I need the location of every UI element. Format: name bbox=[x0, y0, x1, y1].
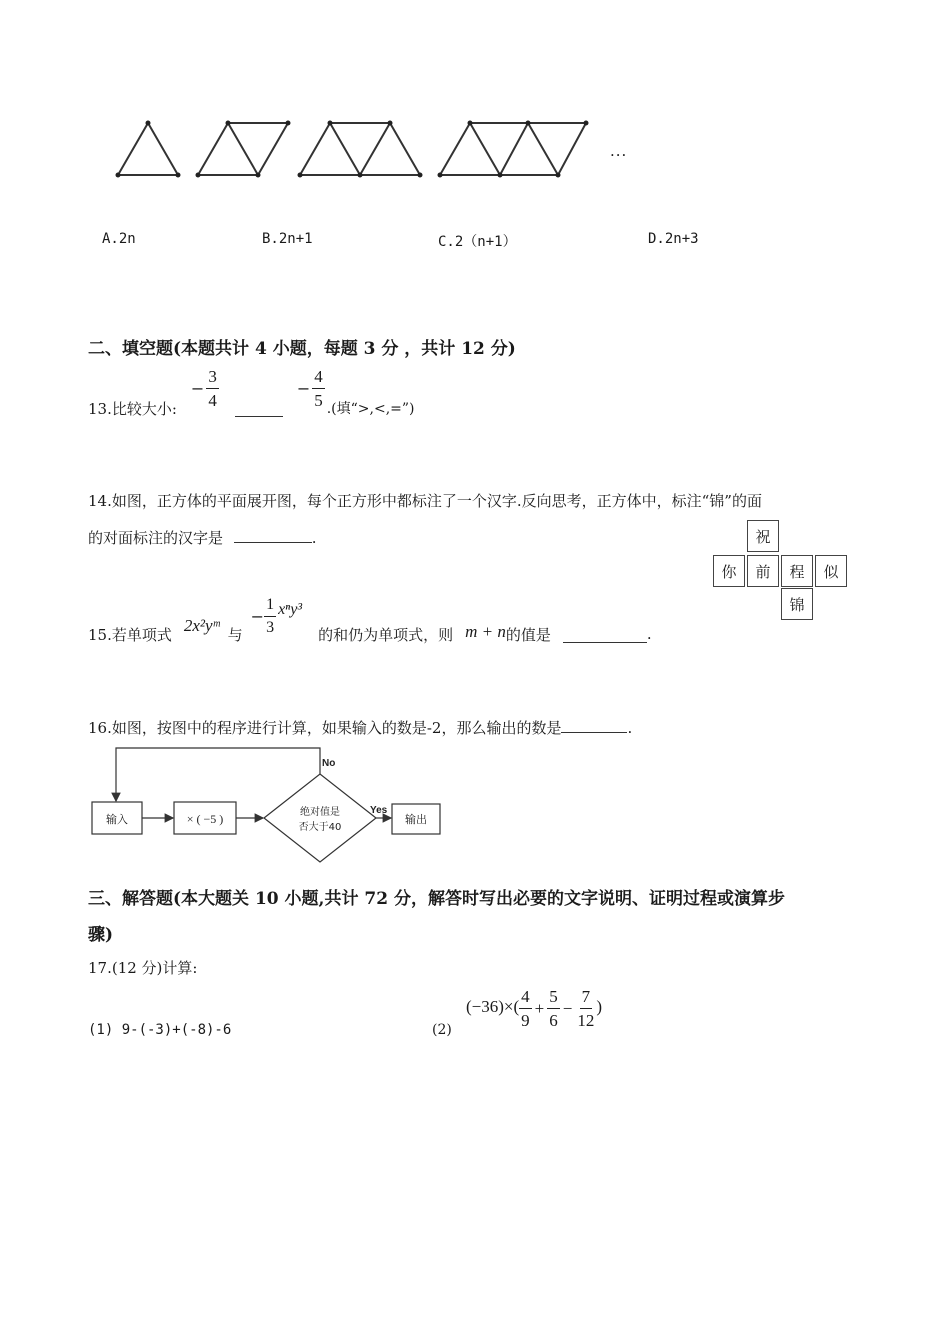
q14-line2: 的对面标注的汉字是 . bbox=[88, 526, 317, 548]
q17-title: 17.(12 分)计算: bbox=[88, 959, 198, 977]
program-flowchart bbox=[86, 744, 446, 866]
section2-heading: 二、填空题(本题共计 4 小题，每题 3 分 ，共计 12 分) bbox=[88, 339, 516, 359]
q15-expression: m + n bbox=[465, 622, 506, 641]
net-cell-row-1: 你 bbox=[713, 555, 745, 587]
flow-output-label: 输出 bbox=[405, 813, 427, 826]
triangle-figure-2 bbox=[198, 123, 288, 175]
option-a: A.2n bbox=[102, 231, 136, 247]
q16-answer-blank[interactable] bbox=[561, 716, 627, 733]
q14-line1: 14.如图，正方体的平面展开图，每个正方形中都标注了一个汉字.反向思考，正方体中，标注“锦”的面 bbox=[88, 492, 762, 510]
q17-fraction-3: $\frac{7}{12}$ bbox=[577, 987, 595, 1030]
option-d: D.2n+3 bbox=[648, 231, 699, 247]
flow-yes-label: Yes bbox=[370, 805, 388, 816]
option-b: B.2n+1 bbox=[262, 231, 313, 247]
flow-no-label: No bbox=[322, 758, 336, 769]
net-cell-top: 祝 bbox=[747, 520, 779, 552]
triangle-figure-3 bbox=[300, 123, 420, 175]
q17-fraction-1: $\frac{4}{9}$ bbox=[521, 987, 530, 1030]
option-c: C.2（n+1） bbox=[438, 234, 517, 250]
q13-fraction1: − $\frac{3}{4}$ bbox=[190, 366, 217, 410]
q17-part2-expression: (−36)×( $\frac{4}{9}$ + $\frac{5}{6}$ − $\frac{7}{12}$ ) bbox=[466, 987, 603, 1030]
net-cell-row-2: 前 bbox=[747, 555, 779, 587]
q13-answer-blank[interactable] bbox=[235, 400, 283, 417]
flow-condition-diamond bbox=[264, 774, 376, 862]
q15-monomial-1: 2x²yᵐ bbox=[183, 616, 220, 635]
q17-part2-label: (2) bbox=[432, 1022, 452, 1038]
q13-fraction2: − $\frac{4}{5}$ bbox=[296, 366, 323, 410]
flow-operation-label: × ( −5 ) bbox=[186, 812, 224, 826]
q15-monomial-2: − $\frac{1}{3}$ xⁿy³ bbox=[250, 595, 303, 636]
section3-heading-line1: 三、解答题(本大题关 10 小题,共计 72 分，解答时写出必要的文字说明、证明过程或演算步 bbox=[88, 889, 785, 909]
triangle-figure-4 bbox=[440, 123, 586, 175]
ellipsis: ··· bbox=[610, 146, 628, 164]
q15-and: 与 bbox=[227, 625, 243, 644]
q15-text3: 的值是 bbox=[505, 625, 551, 644]
flow-condition-label-1: 绝对值是 bbox=[300, 807, 340, 818]
net-cell-bottom: 锦 bbox=[781, 588, 813, 620]
flow-condition-label-2: 否大于40 bbox=[298, 822, 342, 833]
flow-arrow-no-loop bbox=[116, 748, 320, 801]
section3-heading-line2: 骤) bbox=[88, 925, 114, 945]
q15-text2: 的和仍为单项式，则 bbox=[318, 625, 454, 644]
q13-line bbox=[88, 368, 415, 424]
q16-line: 16.如图，按图中的程序进行计算，如果输入的数是-2，那么输出的数是 . bbox=[88, 716, 632, 738]
cube-net bbox=[713, 520, 849, 620]
q17-fraction-2: $\frac{5}{6}$ bbox=[549, 987, 558, 1030]
triangle-figure-1 bbox=[118, 123, 178, 175]
q15-prefix: 15.若单项式 bbox=[88, 625, 172, 644]
q15-line: 15.若单项式 2x²yᵐ 与 − $\frac{1}{3}$ xⁿy³ 的和仍为单项式，则 m + n 的值是 . bbox=[88, 595, 652, 644]
flow-input-label: 输入 bbox=[106, 813, 128, 826]
net-cell-row-3: 程 bbox=[781, 555, 813, 587]
q13-prefix: 13.比较大小: bbox=[88, 399, 177, 418]
q13-suffix: .(填“>,<,=”) bbox=[326, 401, 415, 417]
q14-answer-blank[interactable] bbox=[234, 526, 312, 543]
q17-part1: (1) 9-(-3)+(-8)-6 bbox=[88, 1022, 232, 1038]
q15-answer-blank[interactable] bbox=[563, 626, 647, 643]
triangle-pattern-figure bbox=[110, 115, 650, 185]
net-cell-row-4: 似 bbox=[815, 555, 847, 587]
